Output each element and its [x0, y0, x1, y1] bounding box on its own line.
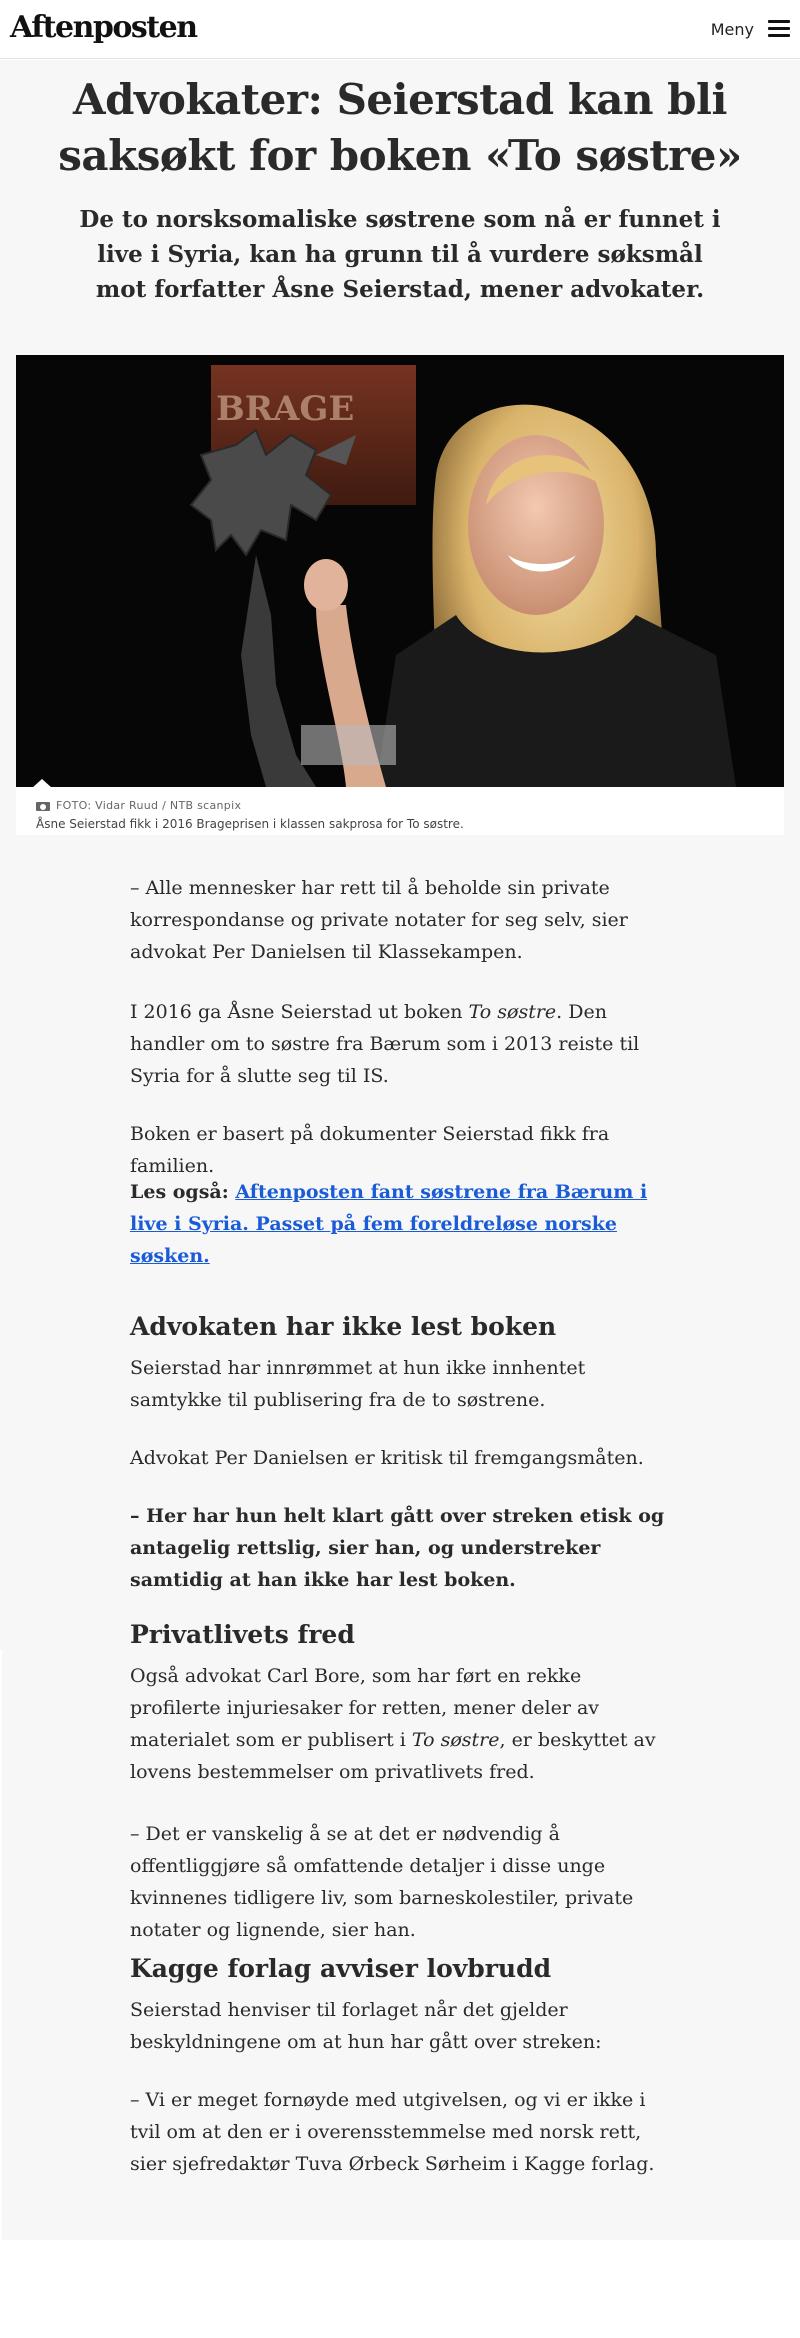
photo-caption: Åsne Seierstad fikk i 2016 Brageprisen i klassen sakprosa for To søstre.	[36, 817, 464, 831]
photo-caption-notch	[32, 779, 52, 788]
read-also	[130, 1176, 670, 1272]
read-also-link[interactable]: Aftenposten fant søstrene fra Bærum i live i Syria. Passet på fem foreldreløse norske søsken.	[130, 1181, 648, 1267]
paragraph-5: Advokat Per Danielsen er kritisk til fremgangsmåten.	[130, 1447, 644, 1469]
paragraph-7-text-a: Også advokat Carl Bore, som har ført en rekke profilerte injuriesaker for retten, mener deler av materialet som er publisert i	[130, 1665, 600, 1751]
menu-label: Meny	[710, 19, 754, 39]
paragraph-4: Seierstad har innrømmet at hun ikke innhentet samtykke til publisering fra de to søstrene.	[130, 1357, 586, 1411]
site-header	[0, 0, 800, 59]
read-also-label: Les også:	[130, 1181, 236, 1203]
article-photo[interactable]	[16, 355, 784, 787]
book-title-italic: To søstre	[468, 1001, 557, 1023]
hamburger-icon	[768, 20, 790, 38]
article-title: Advokater: Seierstad kan bli saksøkt for boken «To søstre»	[58, 75, 742, 180]
photo-credit	[36, 797, 241, 813]
paragraph-10: – Vi er meget fornøyde med utgivelsen, og vi er ikke i tvil om at den er i overensstemmelse med norsk rett, sier sjefredaktør Tuva Ørbeck Sørheim i Kagge forlag.	[130, 2089, 655, 2175]
paragraph-1: – Alle mennesker har rett til å beholde sin private korrespondanse og private notater for seg selv, sier advokat Per Danielsen til Klassekampen.	[130, 877, 628, 963]
subheading-2: Privatlivets fred	[130, 1620, 355, 1649]
paragraph-8: – Det er vanskelig å se at det er nødvendig å offentliggjøre så omfattende detaljer i disse unge kvinnenes tidligere liv, som barneskolestiler, private notater og lignende, sier han.	[130, 1823, 634, 1941]
article-figure	[16, 355, 784, 835]
subheading-1: Advokaten har ikke lest boken	[130, 1312, 557, 1341]
subheading-3: Kagge forlag avviser lovbrudd	[130, 1954, 552, 1983]
paragraph-2	[130, 996, 670, 1092]
paragraph-6: – Her har hun helt klart gått over streken etisk og antagelig rettslig, sier han, og understreker samtidig at han ikke har lest boken.	[130, 1505, 665, 1591]
camera-icon	[36, 800, 50, 811]
article-lede: De to norsksomaliske søstrene som nå er funnet i live i Syria, kan ha grunn til å vurdere søksmål mot forfatter Åsne Seierstad, mener advokater.	[79, 206, 721, 303]
paragraph-7-text-b: , er beskyttet av lovens bestemmelser om privatlivets fred.	[130, 1729, 656, 1783]
site-logo[interactable]: Aftenposten	[10, 10, 197, 45]
paragraph-7	[130, 1660, 670, 1788]
paragraph-2-text-a: I 2016 ga Åsne Seierstad ut boken	[130, 1001, 469, 1023]
paragraph-2-text-b: . Den handler om to søstre fra Bærum som i 2013 reiste til Syria for å slutte seg til IS.	[130, 1001, 640, 1087]
paragraph-9: Seierstad henviser til forlaget når det gjelder beskyldningene om at hun har gått over streken:	[130, 1999, 602, 2053]
photo-sign-text: BRAGE	[216, 389, 355, 429]
photo-credit-text: FOTO: Vidar Ruud / NTB scanpix	[56, 798, 242, 812]
menu-button[interactable]	[711, 16, 790, 42]
book-title-italic-2: To søstre	[411, 1729, 500, 1751]
paragraph-3: Boken er basert på dokumenter Seierstad fikk fra familien.	[130, 1123, 610, 1177]
